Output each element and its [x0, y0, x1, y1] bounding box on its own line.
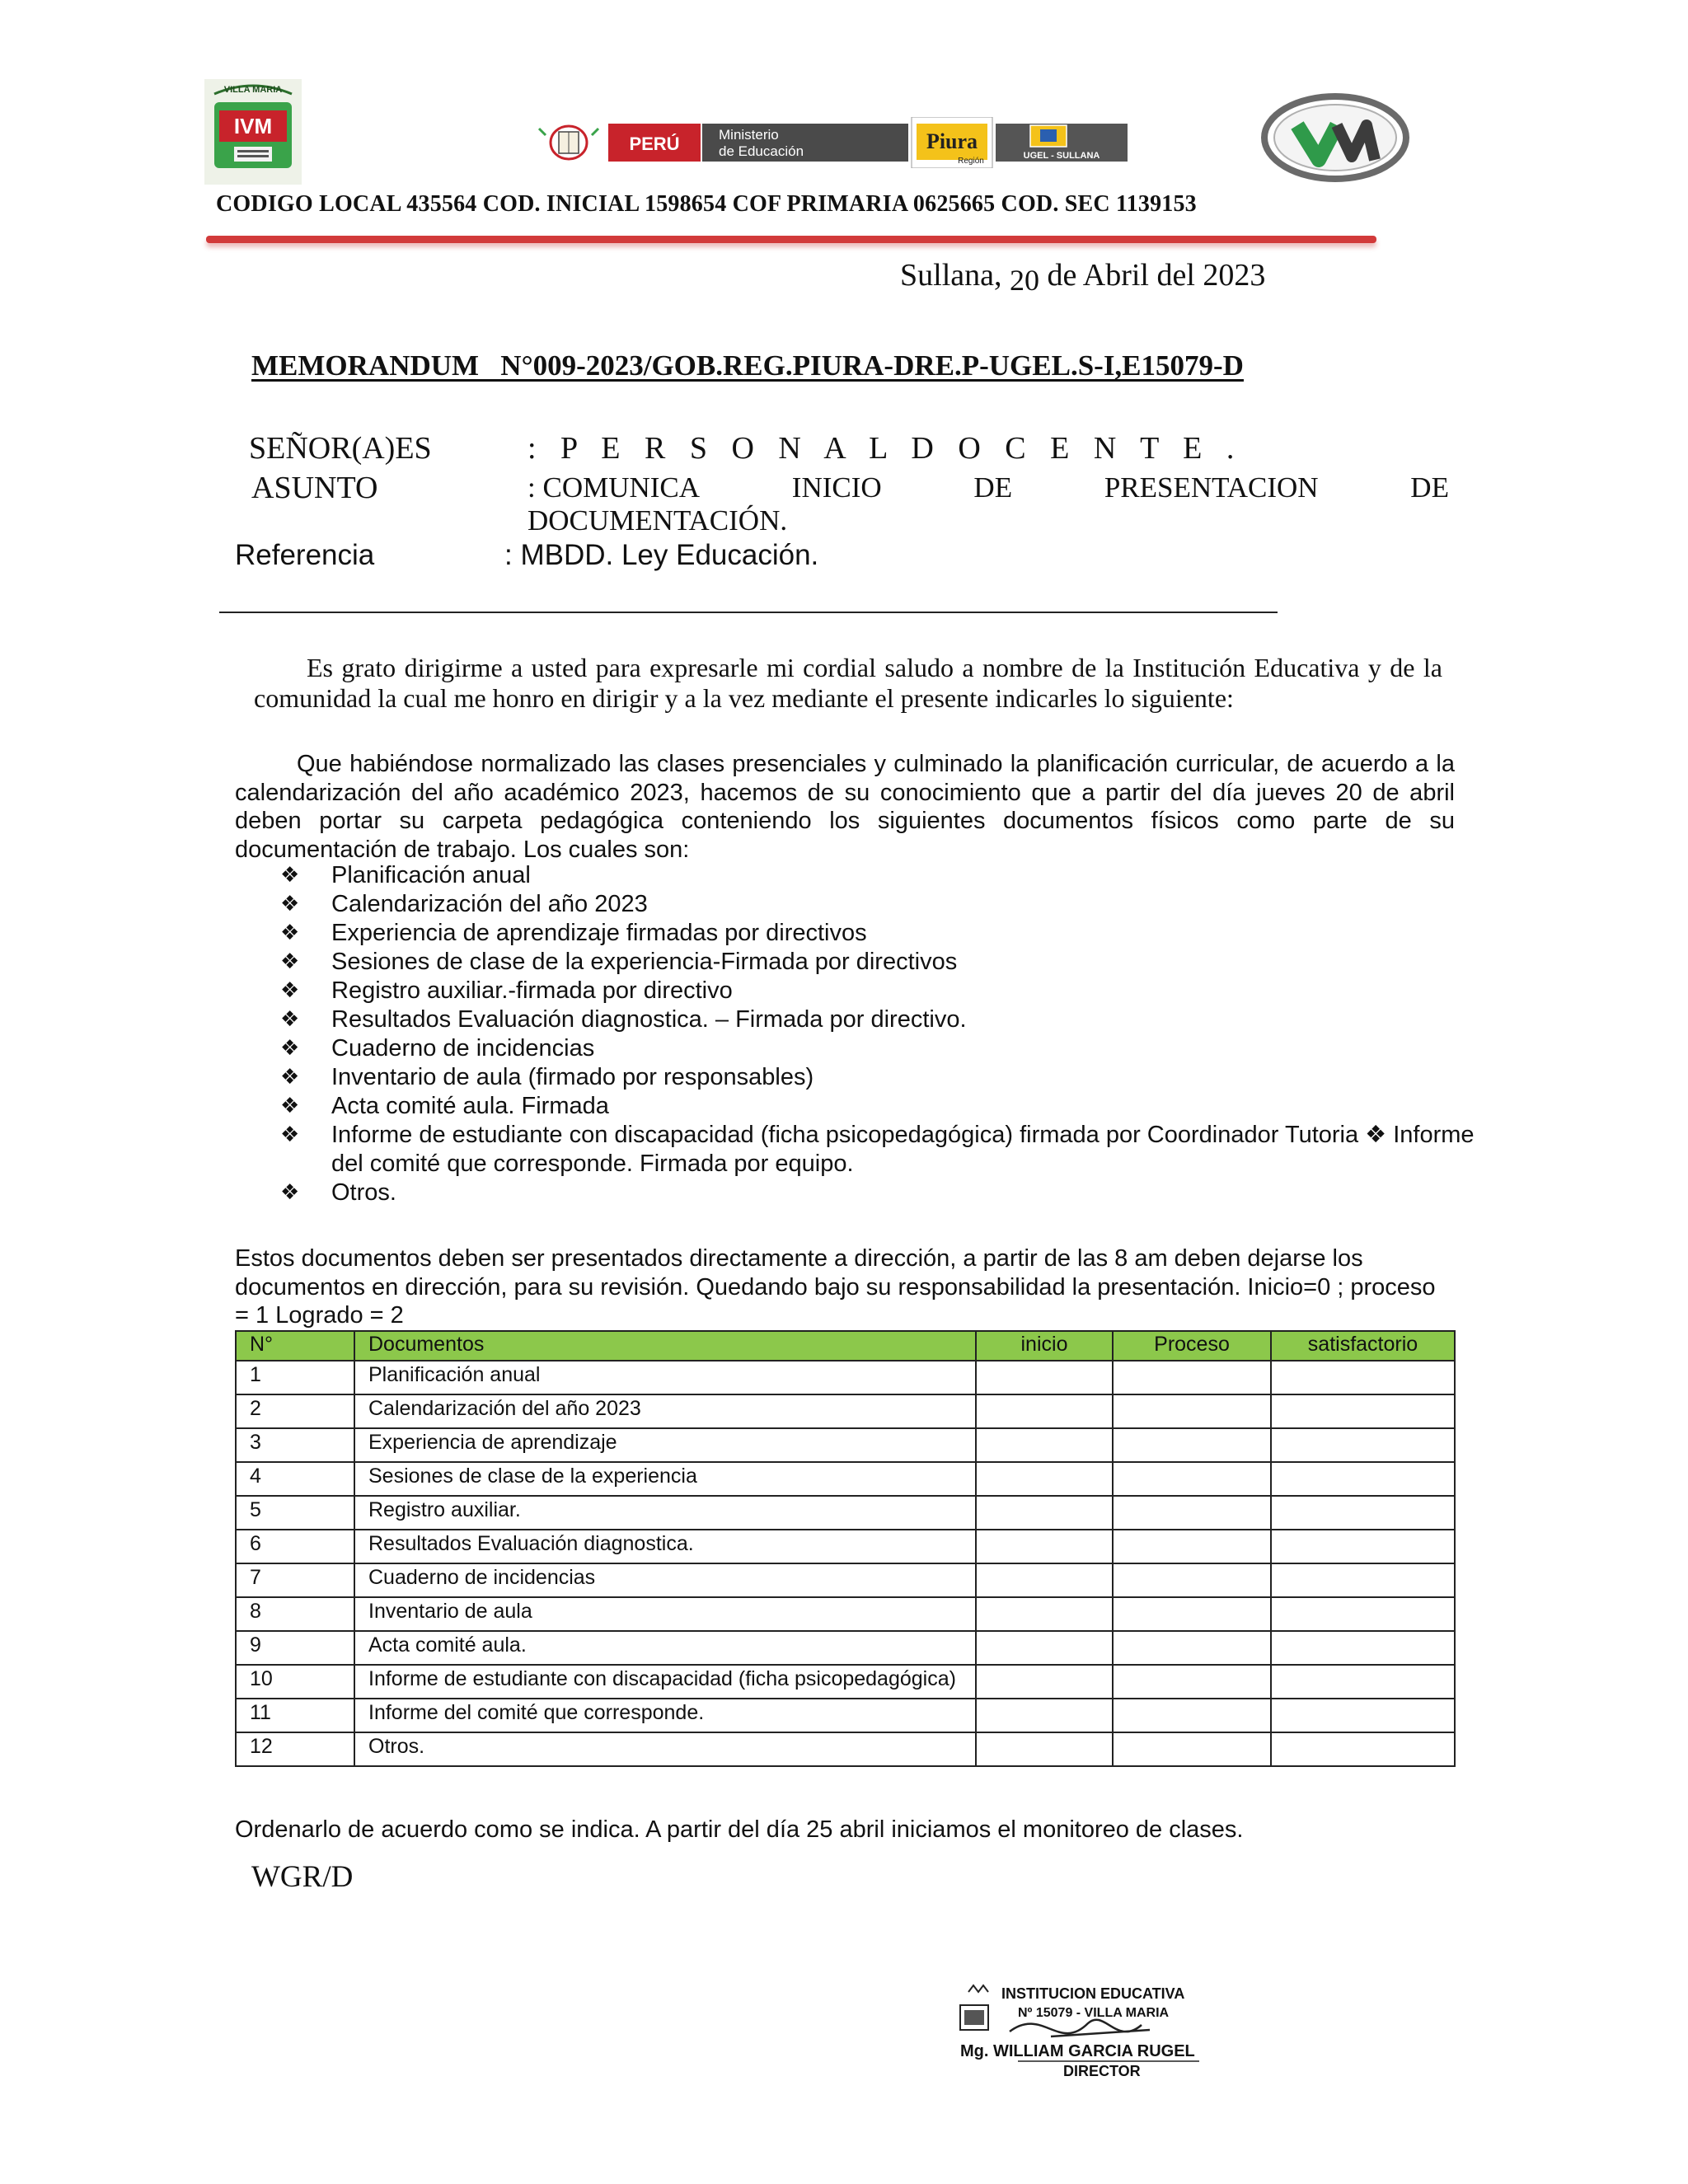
- score-cell: [1113, 1496, 1271, 1530]
- score-cell: [976, 1597, 1113, 1631]
- score-cell: [1271, 1462, 1455, 1496]
- subject-label: ASUNTO: [251, 471, 378, 505]
- subject-word: DE: [973, 471, 1013, 504]
- score-cell: [976, 1530, 1113, 1563]
- closing-paragraph: Ordenarlo de acuerdo como se indica. A partir del día 25 abril iniciamos el monitoreo de clases.: [235, 1816, 1244, 1843]
- evaluation-table: [235, 1330, 1456, 1767]
- score-cell: [1113, 1394, 1271, 1428]
- subject-word: : COMUNICA: [528, 471, 701, 504]
- column-header-satisfactorio: satisfactorio: [1271, 1331, 1455, 1361]
- table-row: 1 Planificación anual: [236, 1361, 1455, 1394]
- score-cell: [976, 1732, 1113, 1766]
- stamp-institution: INSTITUCION EDUCATIVA: [1001, 1985, 1185, 2002]
- score-cell: [976, 1394, 1113, 1428]
- score-cell: [1113, 1732, 1271, 1766]
- column-header-proceso: Proceso: [1113, 1331, 1271, 1361]
- subject-word: INICIO: [791, 471, 882, 504]
- table-row: 7 Cuaderno de incidencias: [236, 1563, 1455, 1597]
- memorandum-title: MEMORANDUM N°009-2023/GOB.REG.PIURA-DRE.P-UGEL.S-I,E15079-D: [251, 349, 1244, 382]
- signature-icon: [1010, 2020, 1150, 2036]
- score-cell: [1271, 1361, 1455, 1394]
- table-row: 10 Informe de estudiante con discapacidad (ficha psicopedagógica): [236, 1665, 1455, 1699]
- section-divider: [219, 612, 1278, 613]
- table-row: 11 Informe del comité que corresponde.: [236, 1699, 1455, 1732]
- ministerio-label: Ministerio: [719, 127, 779, 143]
- column-header-number: N°: [236, 1331, 354, 1361]
- score-cell: [1113, 1462, 1271, 1496]
- documents-list: [280, 861, 1477, 1207]
- score-cell: [976, 1428, 1113, 1462]
- score-cell: [1271, 1530, 1455, 1563]
- score-cell: [1113, 1530, 1271, 1563]
- recipients-value: : P E R S O N A L D O C E N T E .: [528, 431, 1243, 466]
- institution-codes: CODIGO LOCAL 435564 COD. INICIAL 1598654 COF PRIMARIA 0625665 COD. SEC 1139153: [216, 191, 1197, 217]
- subject-line-2: DOCUMENTACIÓN.: [528, 504, 788, 537]
- ugel-label: UGEL - SULLANA: [1023, 151, 1100, 161]
- instructions-paragraph: Estos documentos deben ser presentados directamente a dirección, a partir de las 8 am deben dejarse los documentos en dirección, para su revisión. Quedando bajo su responsabilidad la presentación. Inicio=0 ; proceso = 1 Logrado = 2: [235, 1245, 1436, 1329]
- bullet-icon: ❖: [280, 949, 300, 974]
- score-cell: [1271, 1428, 1455, 1462]
- table-row: 9 Acta comité aula.: [236, 1631, 1455, 1665]
- score-cell: [976, 1699, 1113, 1732]
- director-stamp: [952, 1974, 1224, 2089]
- list-item: ❖ Registro auxiliar.-firmada por directivo: [280, 977, 733, 1004]
- list-item: ❖ Cuaderno de incidencias: [280, 1035, 595, 1062]
- reference-value: : MBDD. Ley Educación.: [504, 539, 819, 571]
- bullet-icon: ❖: [280, 1122, 300, 1147]
- date-rest: de Abril del 2023: [1047, 258, 1266, 293]
- table-row: 6 Resultados Evaluación diagnostica.: [236, 1530, 1455, 1563]
- peru-coat-of-arms-icon: [536, 124, 602, 162]
- piura-label: Piura: [926, 129, 978, 153]
- score-cell: [1113, 1361, 1271, 1394]
- bullet-icon: ❖: [280, 1036, 300, 1061]
- list-item: ❖ Inventario de aula (firmado por responsables): [280, 1064, 814, 1090]
- score-cell: [976, 1462, 1113, 1496]
- score-cell: [976, 1496, 1113, 1530]
- score-cell: [1113, 1563, 1271, 1597]
- score-cell: [1271, 1394, 1455, 1428]
- score-cell: [976, 1563, 1113, 1597]
- score-cell: [976, 1361, 1113, 1394]
- body-paragraph: Que habiéndose normalizado las clases presenciales y culminado la planificación curricular, de acuerdo a la calendarización del año académico 2023, hacemos de su conocimiento que a partir del día jueves 20 de abril deben portar su carpeta pedagógica conteniendo los siguientes documentos físicos como parte de su documentación de trabajo. Los cuales son:: [235, 751, 1455, 863]
- date-city: Sullana,: [900, 258, 1002, 293]
- bullet-icon: ❖: [280, 921, 300, 945]
- school-logo-initials: IVM: [233, 114, 273, 138]
- greeting-paragraph: Es grato dirigirme a usted para expresarle mi cordial saludo a nombre de la Institución Educativa y de la comunidad la cual me honro en dirigir y a la vez mediante el presente indicarles lo siguiente:: [254, 653, 1442, 713]
- table-header-row: [236, 1331, 1455, 1361]
- list-item: ❖ Acta comité aula. Firmada: [280, 1093, 609, 1119]
- list-item: ❖ Informe de estudiante con discapacidad (ficha psicopedagógica) firmada por Coordinador Tutoria ❖ Informe del comité que corresponde. Firmada por equipo.: [280, 1122, 1475, 1177]
- reference-label: Referencia: [235, 539, 375, 571]
- subject-word: PRESENTACION: [1104, 471, 1319, 504]
- score-cell: [1271, 1732, 1455, 1766]
- score-cell: [1271, 1699, 1455, 1732]
- list-item: ❖ Resultados Evaluación diagnostica. – Firmada por directivo.: [280, 1006, 967, 1033]
- bullet-icon: ❖: [280, 1007, 300, 1032]
- score-cell: [1113, 1597, 1271, 1631]
- stamp-school: Nº 15079 - VILLA MARIA: [1018, 2006, 1170, 2020]
- bullet-icon: ❖: [280, 863, 300, 888]
- stamp-director-name: Mg. WILLIAM GARCIA RUGEL: [960, 2042, 1195, 2060]
- score-cell: [1113, 1631, 1271, 1665]
- bullet-icon: ❖: [280, 1180, 300, 1205]
- list-item: ❖ Planificación anual: [280, 862, 531, 888]
- score-cell: [1113, 1428, 1271, 1462]
- date-day: 20: [1009, 264, 1039, 297]
- government-logos: [536, 117, 1129, 168]
- educacion-label: de Educación: [719, 143, 804, 159]
- table-row: 8 Inventario de aula: [236, 1597, 1455, 1631]
- bullet-icon: ❖: [280, 1094, 300, 1118]
- table-row: 2 Calendarización del año 2023: [236, 1394, 1455, 1428]
- stamp-crest-icon: [960, 2005, 988, 2030]
- score-cell: [1271, 1631, 1455, 1665]
- initials: WGR/D: [251, 1860, 354, 1894]
- list-item: ❖ Calendarización del año 2023: [280, 891, 648, 917]
- column-header-inicio: inicio: [976, 1331, 1113, 1361]
- subject-word: DE: [1410, 471, 1449, 504]
- table-row: 5 Registro auxiliar.: [236, 1496, 1455, 1530]
- region-label: Región: [958, 157, 984, 166]
- header-divider: [206, 236, 1376, 243]
- school-logo: [204, 79, 302, 185]
- table-row: 4 Sesiones de clase de la experiencia: [236, 1462, 1455, 1496]
- bullet-icon: ❖: [280, 978, 300, 1003]
- column-header-documents: Documentos: [354, 1331, 976, 1361]
- score-cell: [1113, 1699, 1271, 1732]
- table-row: 12 Otros.: [236, 1732, 1455, 1766]
- bullet-icon: ❖: [280, 1065, 300, 1090]
- date-line: [900, 257, 1266, 297]
- score-cell: [1271, 1563, 1455, 1597]
- stamp-role: DIRECTOR: [1063, 2063, 1141, 2079]
- score-cell: [1271, 1665, 1455, 1699]
- recipients-label: SEÑOR(A)ES: [249, 431, 432, 466]
- list-item: ❖ Experiencia de aprendizaje firmadas por directivos: [280, 920, 867, 946]
- score-cell: [1271, 1597, 1455, 1631]
- subject-value: [528, 471, 1449, 537]
- score-cell: [976, 1665, 1113, 1699]
- score-cell: [1271, 1496, 1455, 1530]
- school-logo-arc-text: VILLA MARIA: [223, 85, 283, 95]
- bullet-icon: ❖: [280, 892, 300, 916]
- score-cell: [976, 1631, 1113, 1665]
- institution-emblem-logo: [1261, 92, 1409, 183]
- peru-label: PERÚ: [629, 134, 680, 154]
- table-row: 3 Experiencia de aprendizaje: [236, 1428, 1455, 1462]
- list-item: ❖ Otros.: [280, 1179, 396, 1206]
- list-item: ❖ Sesiones de clase de la experiencia-Firmada por directivos: [280, 949, 958, 975]
- score-cell: [1113, 1665, 1271, 1699]
